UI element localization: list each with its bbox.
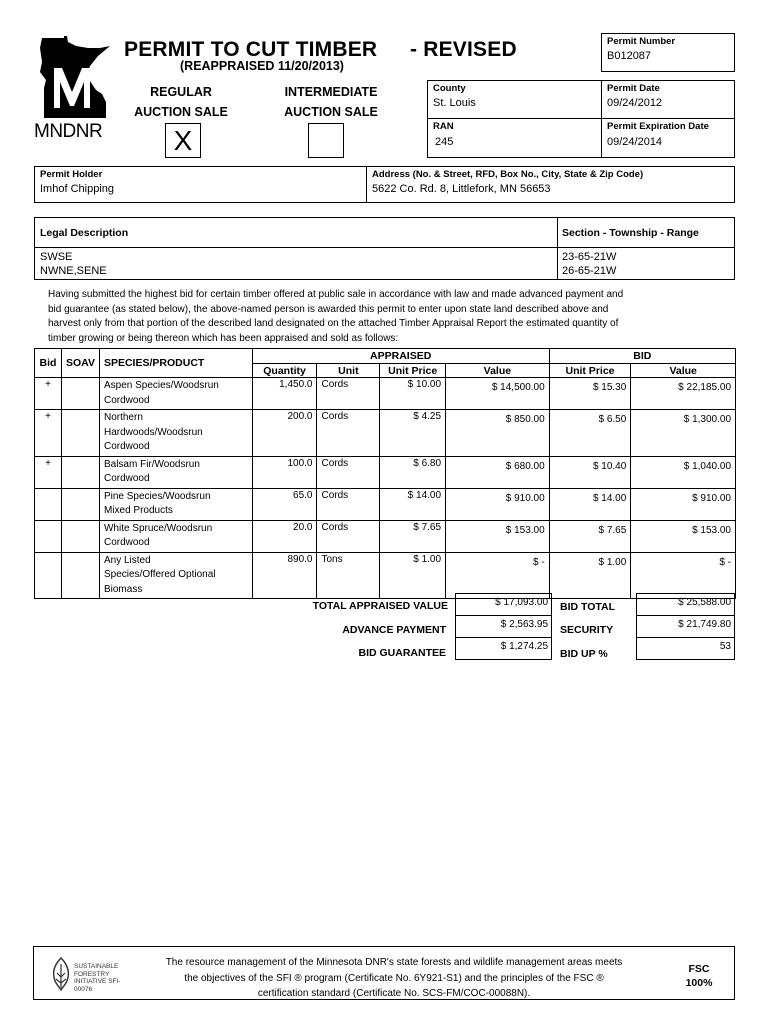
species-cell — [99, 520, 252, 552]
bid-unit-price-cell: $ 7.65 — [549, 520, 631, 552]
address-label: Address (No. & Street, RFD, Box No., City, State & Zip Code) — [372, 169, 644, 180]
unit-price-cell: $ 4.25 — [380, 410, 446, 457]
bid-unit-price-cell: $ 6.50 — [549, 410, 631, 457]
quantity-cell: 890.0 — [252, 552, 317, 599]
expiration-value: 09/24/2014 — [607, 136, 663, 148]
legal-description-body — [34, 247, 558, 280]
ran-box — [427, 118, 602, 158]
species-cell — [99, 378, 252, 410]
legal-desc-line1: SWSE — [40, 251, 73, 263]
species-line: Northern — [103, 412, 143, 423]
address-box — [366, 166, 735, 203]
award-paragraph: Having submitted the highest bid for certain timber offered at public sale in accordance with law and made advanced payment and bid guarantee (as stated below), the above-named person is awarded this permit to enter upon state land described above and harvest only from that portion of the described land designated on the attached Timber Appraisal Report the estimated quantity of timber growing or being thereon which has been appraised and sold as follows: — [48, 289, 624, 344]
table-row — [35, 410, 736, 457]
unit-price-cell: $ 10.00 — [380, 378, 446, 410]
str-line1: 23-65-21W — [562, 251, 617, 263]
species-line: Species/Offered Optional — [103, 569, 216, 580]
table-row — [35, 552, 736, 599]
county-value: St. Louis — [433, 97, 476, 109]
bid-unit-price-cell: $ 10.40 — [549, 456, 631, 488]
permit-holder-box — [34, 166, 367, 203]
intermediate-checkbox[interactable] — [308, 123, 344, 158]
security-value: $ 21,749.80 — [636, 615, 735, 638]
group-bid: BID — [549, 349, 735, 364]
species-line: White Spruce/Woodsrun — [103, 522, 213, 534]
group-appraised: APPRAISED — [252, 349, 549, 364]
section-township-range-body — [557, 247, 735, 280]
bid-guarantee-label: BID GUARANTEE — [358, 647, 446, 659]
bid-cell — [35, 520, 62, 552]
legal-description-label: Legal Description — [40, 227, 129, 239]
str-label: Section - Township - Range — [562, 227, 699, 239]
species-line: Mixed Products — [103, 505, 173, 516]
species-line: Balsam Fir/Woodsrun — [103, 458, 200, 470]
species-line: Cordwood — [103, 394, 150, 406]
bid-value-cell: $ 1,040.00 — [631, 456, 736, 488]
fsc-percent: 100% — [685, 977, 713, 989]
bid-cell: + — [35, 378, 62, 410]
value-cell: $ - — [446, 552, 550, 599]
county-label: County — [433, 83, 466, 94]
unit-price-cell: $ 1.00 — [380, 552, 446, 599]
bid-up-value: 53 — [636, 637, 735, 660]
certification-text: The resource management of the Minnesota DNR's state forests and wildlife management areas meets the objectives of the SFI ® program (Certificate No. 6Y921-S1) and the principles of the FSC ® certification standard (Certificate No. SCS-FM/COC-00088N). — [165, 957, 623, 999]
value-cell: $ 153.00 — [446, 520, 550, 552]
col-soav: SOAV — [61, 349, 99, 378]
species-line: Biomass — [103, 583, 143, 595]
species-cell — [99, 410, 252, 457]
permit-date-box — [601, 80, 735, 119]
fsc-label: FSC — [688, 963, 710, 975]
soav-cell — [61, 456, 99, 488]
address-value: 5622 Co. Rd. 8, Littlefork, MN 56653 — [372, 183, 551, 195]
species-line: Aspen Species/Woodsrun — [103, 380, 219, 391]
unit-price-cell: $ 6.80 — [380, 456, 446, 488]
bid-value-cell: $ 22,185.00 — [631, 378, 736, 410]
sfi-logo-text: SUSTAINABLE FORESTRY INITIATIVE SFI-00076 — [74, 963, 121, 993]
sfi-logo — [50, 953, 140, 997]
sale-type-intermediate: INTERMEDIATE AUCTION SALE — [284, 85, 378, 119]
species-line: Cordwood — [103, 441, 150, 452]
unit-price-cell: $ 7.65 — [380, 520, 446, 552]
reappraised-label: (REAPPRAISED 11/20/2013) — [180, 59, 344, 73]
bid-value-cell: $ 153.00 — [631, 520, 736, 552]
bid-total-label: BID TOTAL — [560, 601, 616, 613]
permit-holder-value: Imhof Chipping — [40, 183, 114, 195]
bid-unit-price-cell: $ 1.00 — [549, 552, 631, 599]
species-cell — [99, 488, 252, 520]
col-bid-value: Value — [631, 364, 736, 378]
county-box — [427, 80, 602, 119]
sale-type-regular: REGULAR AUCTION SALE — [134, 85, 228, 119]
col-bid: Bid — [35, 349, 62, 378]
regular-checkbox[interactable]: X — [165, 123, 201, 158]
col-bid-unit-price: Unit Price — [549, 364, 631, 378]
legal-desc-line2: NWNE,SENE — [40, 265, 107, 277]
unit-cell: Cords — [317, 378, 380, 410]
bid-value-cell: $ 1,300.00 — [631, 410, 736, 457]
soav-cell — [61, 520, 99, 552]
legal-description-header — [34, 217, 558, 248]
bid-value-cell: $ - — [631, 552, 736, 599]
bid-unit-price-cell: $ 14.00 — [549, 488, 631, 520]
certification-footer — [33, 946, 735, 1000]
permit-number-box — [601, 33, 735, 72]
fsc-label-block — [674, 962, 724, 990]
mndnr-logo-text: MNDNR — [34, 121, 103, 142]
quantity-cell: 200.0 — [252, 410, 317, 457]
expiration-label: Permit Expiration Date — [607, 121, 709, 132]
bid-total-value: $ 25,588.00 — [636, 593, 735, 616]
unit-cell: Cords — [317, 410, 380, 457]
expiration-box — [601, 118, 735, 158]
species-cell — [99, 456, 252, 488]
table-row — [35, 378, 736, 410]
total-appraised-label: TOTAL APPRAISED VALUE — [312, 600, 448, 612]
timber-table — [34, 348, 736, 599]
species-line: Hardwoods/Woodsrun — [103, 426, 203, 438]
bid-unit-price-cell: $ 15.30 — [549, 378, 631, 410]
table-row — [35, 488, 736, 520]
permit-number-value: B012087 — [607, 50, 652, 62]
unit-price-cell: $ 14.00 — [380, 488, 446, 520]
quantity-cell: 65.0 — [252, 488, 317, 520]
total-appraised-value: $ 17,093.00 — [455, 593, 552, 616]
bid-guarantee-value: $ 1,274.25 — [455, 637, 552, 660]
species-line: Cordwood — [103, 473, 150, 484]
section-township-range-header — [557, 217, 735, 248]
unit-cell: Tons — [317, 552, 380, 599]
bid-cell — [35, 488, 62, 520]
species-cell — [99, 552, 252, 599]
unit-cell: Cords — [317, 456, 380, 488]
bid-value-cell: $ 910.00 — [631, 488, 736, 520]
soav-cell — [61, 552, 99, 599]
sfi-tree-icon — [50, 957, 72, 991]
page-title: PERMIT TO CUT TIMBER — [124, 38, 378, 61]
table-row — [35, 456, 736, 488]
unit-cell: Cords — [317, 520, 380, 552]
mndnr-logo — [34, 36, 114, 142]
soav-cell — [61, 378, 99, 410]
soav-cell — [61, 410, 99, 457]
value-cell: $ 14,500.00 — [446, 378, 550, 410]
species-line: Cordwood — [103, 537, 150, 548]
col-unit-price: Unit Price — [380, 364, 446, 378]
ran-label: RAN — [433, 121, 454, 132]
col-value: Value — [446, 364, 550, 378]
bid-up-label: BID UP % — [560, 648, 608, 660]
quantity-cell: 1,450.0 — [252, 378, 317, 410]
bid-cell: + — [35, 456, 62, 488]
quantity-cell: 20.0 — [252, 520, 317, 552]
value-cell: $ 910.00 — [446, 488, 550, 520]
permit-date-label: Permit Date — [607, 83, 660, 94]
col-quantity: Quantity — [252, 364, 317, 378]
value-cell: $ 680.00 — [446, 456, 550, 488]
permit-date-value: 09/24/2012 — [607, 97, 663, 109]
advance-payment-value: $ 2,563.95 — [455, 615, 552, 638]
species-line: Pine Species/Woodsrun — [103, 490, 211, 502]
value-cell: $ 850.00 — [446, 410, 550, 457]
col-unit: Unit — [317, 364, 380, 378]
permit-number-label: Permit Number — [607, 36, 676, 47]
advance-payment-label: ADVANCE PAYMENT — [342, 624, 446, 636]
bid-cell — [35, 552, 62, 599]
unit-cell: Cords — [317, 488, 380, 520]
bid-cell: + — [35, 410, 62, 457]
revised-label: - REVISED — [410, 38, 517, 61]
species-line: Any Listed — [103, 554, 151, 566]
table-row — [35, 520, 736, 552]
ran-value: 245 — [435, 136, 454, 148]
quantity-cell: 100.0 — [252, 456, 317, 488]
minnesota-map-icon — [34, 36, 114, 118]
col-species: SPECIES/PRODUCT — [99, 349, 252, 378]
soav-cell — [61, 488, 99, 520]
security-label: SECURITY — [560, 624, 614, 636]
str-line2: 26-65-21W — [562, 265, 617, 277]
permit-holder-label: Permit Holder — [40, 169, 103, 180]
